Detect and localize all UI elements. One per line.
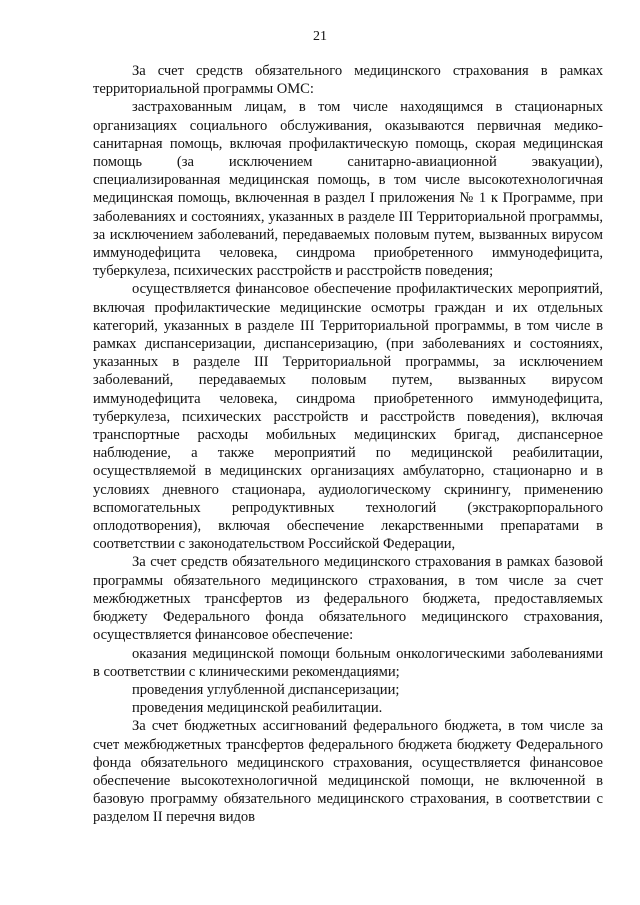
paragraph-base-program: За счет средств обязательного медицинского страхования в рамках базовой программы обязательного медицинского страхования, в том числе за счет межбюджетных трансфертов из федерального бюджета, предоставляемых бюджету Федерального фонда обязательного медицинского страхования, осуществляется финансовое обеспечение: — [93, 554, 603, 644]
paragraph-rehabilitation: проведения медицинской реабилитации. — [132, 700, 383, 717]
paragraph-in-depth-screening: проведения углубленной диспансеризации; — [132, 681, 400, 698]
page-number: 21 — [313, 29, 327, 44]
paragraph-insured-persons: застрахованным лицам, в том числе находящимся в стационарных организациях социального обслуживания, оказываются первичная медико-санитарная помощь, включая профилактическую помощь, скорая медицинская помощь (за исключением санитарно-авиационной эвакуации), специализированная медицинская помощь, в том числе высокотехнологичная медицинская помощь, включенная в раздел I приложения № 1 к Программе, при заболеваниях и состояниях, указанных в разделе III Территориальной программы, за исключением заболеваний, передаваемых половым путем, вызванных вирусом иммунодефицита человека, синдрома приобретенного иммунодефицита, туберкулеза, психических расстройств и расстройств поведения; — [93, 99, 603, 280]
paragraph-oncology: оказания медицинской помощи больным онкологическими заболеваниями в соответствии с клиническими рекомендациями; — [93, 645, 603, 680]
paragraph-federal-budget: За счет бюджетных ассигнований федерального бюджета, в том числе за счет межбюджетных трансфертов федерального бюджета бюджету Федерального фонда обязательного медицинского страхования, осуществляется финансовое обеспечение высокотехнологичной медицинской помощи, не включенной в базовую программу обязательного медицинского страхования, в соответствии с разделом II перечня видов — [93, 718, 603, 826]
paragraph-oms-intro: За счет средств обязательного медицинского страхования в рамках территориальной программы ОМС: — [93, 63, 603, 98]
paragraph-preventive-measures: осуществляется финансовое обеспечение профилактических мероприятий, включая профилактические медицинские осмотры граждан и их отдельных категорий, указанных в разделе III Территориальной программы, в том числе в рамках диспансеризации, диспансеризацию, (при заболеваниях и состояниях, указанных в разделе III Территориальной программы, за исключением заболеваний, передаваемых половым путем, вызванных вирусом иммунодефицита человека, синдрома приобретенного иммунодефицита, туберкулеза, психических расстройств и расстройств поведения), включая транспортные расходы мобильных медицинских бригад, диспансерное наблюдение, а также мероприятий по медицинской реабилитации, осуществляемой в медицинских организациях амбулаторно, стационарно и в условиях дневного стационара, аудиологическому скринингу, применению вспомогательных репродуктивных технологий (экстракорпорального оплодотворения), включая обеспечение лекарственными препаратами в соответствии с законодательством Российской Федерации, — [93, 281, 603, 553]
document-body — [93, 62, 603, 827]
